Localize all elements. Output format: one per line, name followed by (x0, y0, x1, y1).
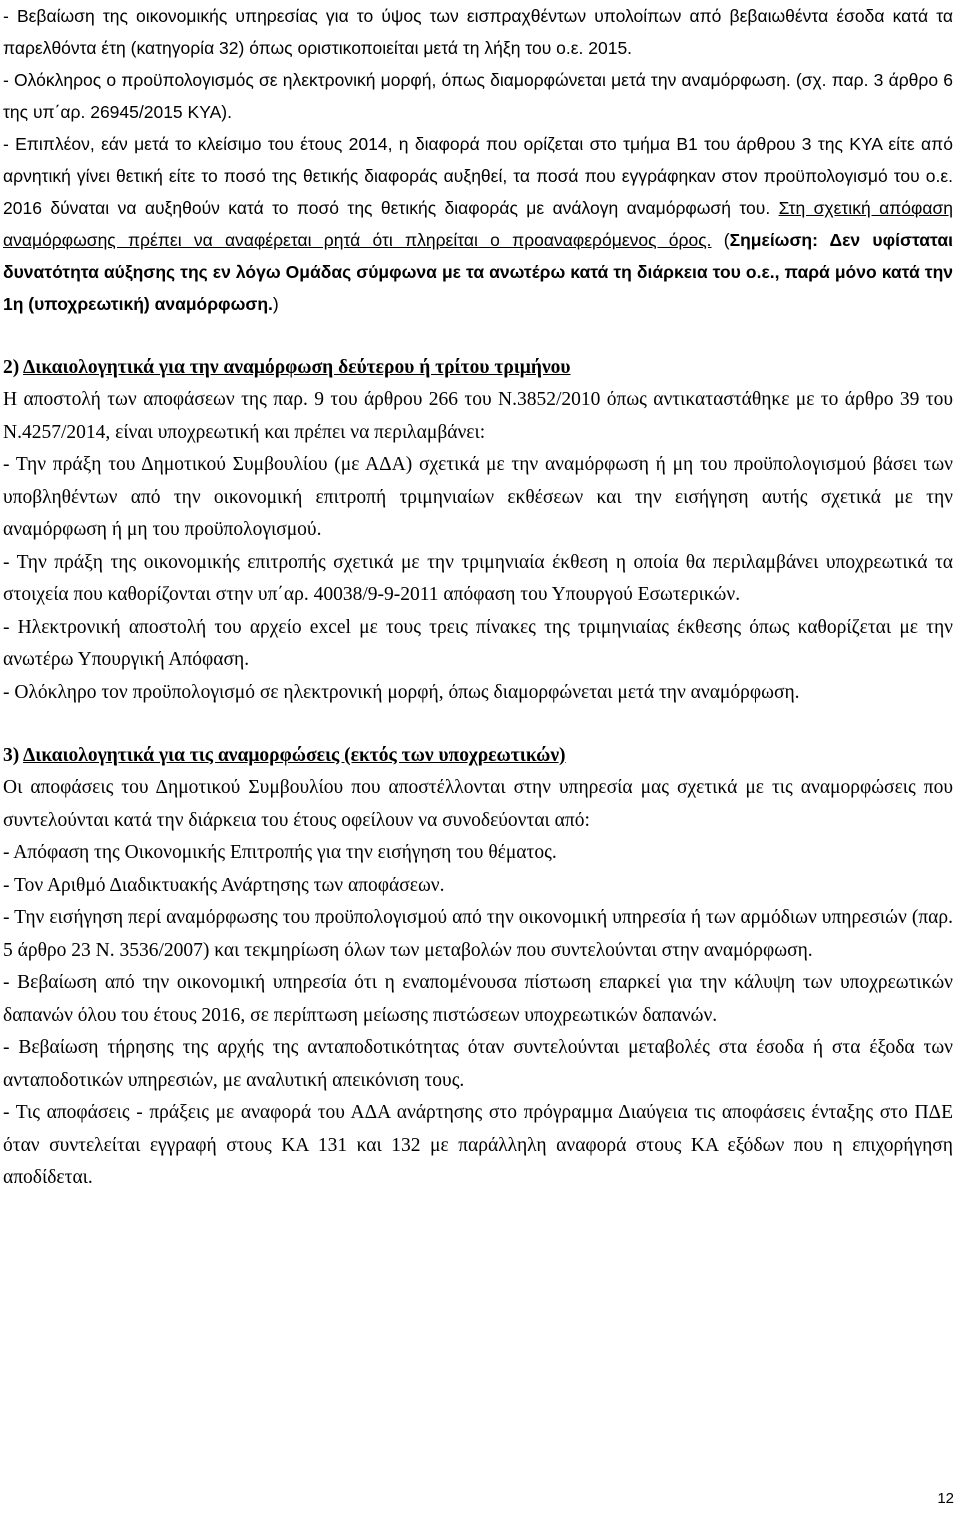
paragraph-revenue-certificate: - Βεβαίωση της οικονομικής υπηρεσίας για το ύψος των εισπραχθέντων υπολοίπων από βεβαιωθέντα έσοδα κατά τα παρελθόντα έτη (κατηγορία 32) όπως οριστικοποιείται μετά τη λήξη του ο.ε. 2015. (3, 6, 953, 58)
underlined-requirement: Στη σχετική απόφαση αναμόρφωσης πρέπει να αναφέρεται ρητά ότι πληρείται ο προαναφερόμενος όρος. (3, 198, 953, 250)
section-3-item: - Την εισήγηση περί αναμόρφωσης του προϋπολογισμού από την οικονομική υπηρεσία ή των αρμόδιων υπηρεσιών (παρ. 5 άρθρο 23 Ν. 3536/2007) και τεκμηρίωση όλων των μεταβολών που συντελούνται στην αναμόρφωση. (3, 907, 953, 961)
section-2-title: Δικαιολογητικά για την αναμόρφωση δεύτερου ή τρίτου τριμήνου (23, 357, 571, 378)
section-2-number: 2) (3, 357, 24, 378)
paragraph-electronic-budget: - Ολόκληρος ο προϋπολογισμός σε ηλεκτρονική μορφή, όπως διαμορφώνεται μετά την αναμόρφωση. (σχ. παρ. 3 άρθρο 6 της υπ΄αρ. 26945/2015 ΚΥΑ). (3, 70, 953, 122)
section-2-item: - Ολόκληρο τον προϋπολογισμό σε ηλεκτρονική μορφή, όπως διαμορφώνεται μετά την αναμόρφωση. (3, 681, 800, 703)
close-parenthesis: ) (272, 294, 279, 314)
section-3-title: Δικαιολογητικά για τις αναμορφώσεις (εκτός των υποχρεωτικών) (23, 745, 566, 766)
section-3-item: - Βεβαίωση από την οικονομική υπηρεσία ότι η εναπομένουσα πίστωση επαρκεί για την κάλυψη των υποχρεωτικών δαπανών όλου του έτους 2016, σε περίπτωση μείωσης πιστώσεων υποχρεωτικών δαπανών. (3, 972, 953, 1026)
section-2-heading (3, 352, 953, 384)
section-2-intro: Η αποστολή των αποφάσεων της παρ. 9 του άρθρου 266 του Ν.3852/2010 όπως αντικαταστάθηκε με το άρθρο 39 του Ν.4257/2014, είναι υποχρεωτική και πρέπει να περιλαμβάνει: (3, 389, 953, 443)
paragraph-additional-increase (3, 128, 953, 320)
bold-note: Σημείωση: Δεν υφίσταται δυνατότητα αύξησης της εν λόγω Ομάδας σύμφωνα με τα ανωτέρω κατά τη διάρκεια του ο.ε., παρά μόνο κατά την 1η (υποχρεωτική) αναμόρφωση. (3, 230, 953, 314)
spacer (3, 320, 953, 352)
section-3-intro: Οι αποφάσεις του Δημοτικού Συμβουλίου που αποστέλλονται στην υπηρεσία μας σχετικά με τις αναμορφώσεις που συντελούνται κατά την διάρκεια του έτους οφείλουν να συνοδεύονται από: (3, 777, 953, 831)
section-3-number: 3) (3, 745, 24, 766)
section-2-item: - Την πράξη του Δημοτικού Συμβουλίου (με ΑΔΑ) σχετικά με την αναμόρφωση ή μη του προϋπολογισμού βάσει των υποβληθέντων από την οικονομική επιτροπή τριμηνιαίων εκθέσεων και την εισήγηση αυτής σχετικά με την αναμόρφωση ή μη του προϋπολογισμού. (3, 454, 953, 540)
section-3-item: - Βεβαίωση τήρησης της αρχής της ανταποδοτικότητας όταν συντελούνται μεταβολές στα έσοδα ή στα έξοδα των ανταποδοτικών υπηρεσιών, με αναλυτική απεικόνιση τους. (3, 1037, 953, 1091)
section-3-item: - Απόφαση της Οικονομικής Επιτροπής για την εισήγηση του θέματος. (3, 842, 557, 863)
section-3-heading (3, 740, 953, 772)
section-3-item: - Τον Αριθμό Διαδικτυακής Ανάρτησης των αποφάσεων. (3, 874, 445, 896)
page-number: 12 (937, 1490, 954, 1507)
section-3-item: - Τις αποφάσεις - πράξεις με αναφορά του ΑΔΑ ανάρτησης στο πρόγραμμα Διαύγεια τις αποφάσεις ένταξης στο ΠΔΕ όταν συντελείται εγγραφή στους ΚΑ 131 και 132 με παράλληλη αναφορά στους ΚΑ εξόδων που η επιχορήγηση αποδίδεται. (3, 1102, 953, 1188)
section-2-item: - Ηλεκτρονική αποστολή του αρχείο excel με τους τρεις πίνακες της τριμηνιαίας έκθεσης όπως καθορίζεται με την ανωτέρω Υπουργική Απόφαση. (3, 616, 953, 670)
paragraph-text: - Επιπλέον, εάν μετά το κλείσιμο του έτους 2014, η διαφορά που ορίζεται στο τμήμα Β1 του άρθρου 3 της ΚΥΑ είτε από αρνητική γίνει θετική είτε το ποσό της θετικής διαφοράς αυξηθεί, τα ποσά που εγγράφηκαν στον προϋπολογισμό του ο.ε. 2016 δύναται να αυξηθούν κατά το ποσό της θετικής διαφοράς με ανάλογη αναμόρφωσή του. (3, 134, 953, 218)
open-parenthesis: ( (711, 230, 730, 250)
spacer (3, 709, 953, 740)
section-2-item: - Την πράξη της οικονομικής επιτροπής σχετικά με την τριμηνιαία έκθεση η οποία θα περιλαμβάνει υποχρεωτικά τα στοιχεία που καθορίζονται στην υπ΄αρ. 40038/9-9-2011 απόφαση του Υπουργού Εσωτερικών. (3, 551, 953, 605)
